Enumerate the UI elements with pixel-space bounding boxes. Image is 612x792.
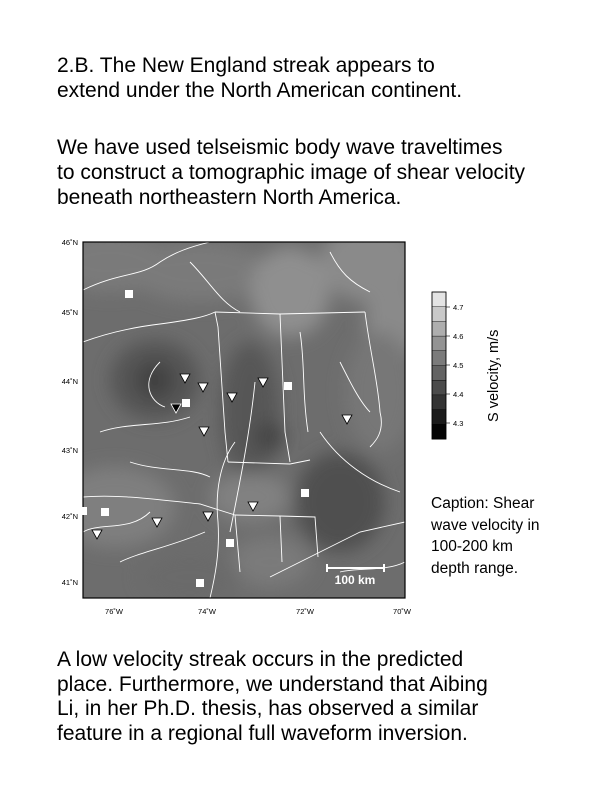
velocity-colorbar [426,286,516,446]
station-square-icon [226,539,234,547]
velocity-field [50,232,420,602]
intro-line-2: to construct a tomographic image of shear velocity [57,161,526,184]
colorbar-swatch [432,410,446,425]
colorbar-swatch [432,366,446,381]
longitude-labels [105,607,412,616]
intro-line-1: We have used telseismic body wave traveltimes [57,136,503,159]
colorbar-tick-4-6: 4.6 [453,332,464,341]
lon-label-70: 70˚W [393,607,411,616]
colorbar-swatch [432,336,446,351]
colorbar-tick-4-3: 4.3 [453,419,464,428]
latitude-labels [62,238,78,587]
conclusion-line-1: A low velocity streak occurs in the predicted [57,648,464,671]
colorbar-swatch [432,321,446,336]
conclusion-paragraph [57,648,488,746]
colorbar-label: S velocity, m/s [486,329,502,422]
station-square-icon [182,399,190,407]
lat-label-46: 46˚N [61,238,78,247]
colorbar-swatches [432,292,446,439]
station-square-icon [284,382,292,390]
station-square-icon [301,489,309,497]
conclusion-line-3: Li, in her Ph.D. thesis, has observed a similar [57,697,479,720]
intro-line-3: beneath northeastern North America. [57,186,402,209]
lon-label-76: 76˚W [105,607,123,616]
lat-label-43: 43˚N [61,446,78,455]
conclusion-line-4: feature in a regional full waveform inversion. [57,721,468,745]
heading-line-1: 2.B. The New England streak appears to [57,54,435,77]
heading-line-2: extend under the North American continent. [57,79,463,102]
colorbar-swatch [432,380,446,395]
lat-label-42: 42˚N [61,512,78,521]
lon-label-74: 74˚W [198,607,216,616]
colorbar-tick-4-4: 4.4 [453,390,464,399]
colorbar-swatch [432,351,446,366]
lat-label-45: 45˚N [61,308,78,317]
conclusion-line-2: place. Furthermore, we understand that Aibing [57,672,488,696]
station-square-icon [125,290,133,298]
lon-label-72: 72˚W [296,607,314,616]
caption-line-3: 100-200 km [431,538,513,555]
tomography-map [40,232,420,622]
lat-label-44: 44˚N [61,377,78,386]
colorbar-ticks [446,303,463,428]
slide-heading [57,53,462,103]
colorbar-swatch [432,395,446,410]
caption-line-1: Caption: Shear [431,495,535,512]
intro-paragraph [57,135,525,210]
lat-label-41: 41˚N [61,578,78,587]
station-square-icon [101,508,109,516]
colorbar-swatch [432,424,446,439]
caption-line-2: wave velocity in [431,516,540,534]
caption-line-4: depth range. [431,559,519,577]
colorbar-tick-4-7: 4.7 [453,303,464,312]
colorbar-swatch [432,307,446,322]
station-square-icon [79,507,87,515]
colorbar-tick-4-5: 4.5 [453,361,464,370]
colorbar-swatch [432,292,446,307]
scale-bar-label: 100 km [334,573,376,587]
figure-caption [431,493,540,579]
station-square-icon [196,579,204,587]
